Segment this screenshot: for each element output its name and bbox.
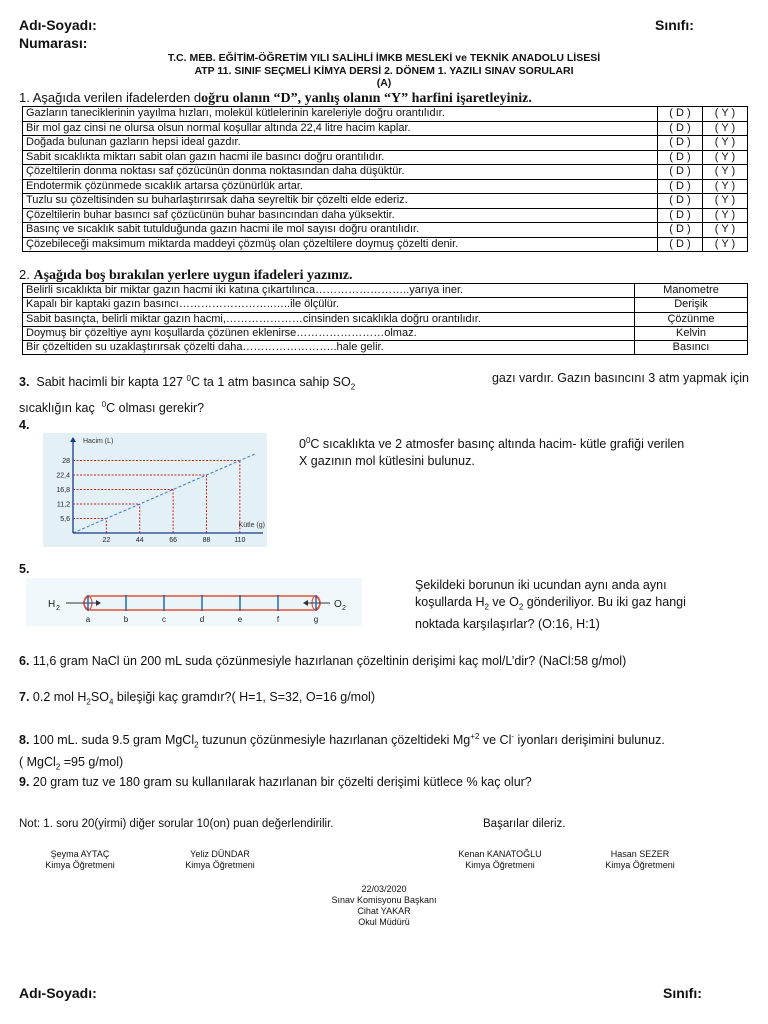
true-option[interactable]: ( D ) (658, 237, 703, 252)
q8-part-b: tuzunun çözünmesiyle hazırlanan çözeltideki Mg (202, 733, 471, 748)
x-axis-label: Kütle (g) (238, 522, 265, 529)
x-tick-label: 110 (234, 537, 246, 544)
y-tick-label: 5,6 (60, 516, 70, 524)
q8-sup-1: +2 (470, 732, 480, 741)
x-tick-label: 66 (169, 537, 177, 544)
q2-row (23, 312, 748, 326)
teacher-4 (590, 849, 690, 871)
true-option[interactable]: ( D ) (658, 165, 703, 180)
q3-part-e: C olması gerekir? (106, 400, 205, 415)
q1-statement: Çözeltilerin donma noktası saf çözücünün donma noktasından daha düşüktür. (23, 165, 658, 180)
q3-sub: 2 (350, 382, 356, 392)
tube-point-label: g (313, 615, 319, 624)
false-option[interactable]: ( Y ) (703, 165, 748, 180)
q2-option: Manometre (635, 284, 748, 298)
good-luck: Başarılar dileriz. (483, 818, 566, 830)
q2-option: Kelvin (635, 326, 748, 340)
true-option[interactable]: ( D ) (658, 121, 703, 136)
teacher-3-title: Kimya Öğretmeni (465, 860, 535, 870)
q2-row (23, 298, 748, 312)
q1-row (23, 121, 748, 136)
q1-row (23, 208, 748, 223)
exam-title: ATP 11. SINIF SEÇMELİ KİMYA DERSİ 2. DÖNEM 1. YAZILI SINAV SORULARI (194, 65, 574, 77)
y-axis-label: Hacim (L) (83, 438, 114, 445)
y-tick-label: 22,4 (56, 472, 70, 480)
x-tick-label: 44 (135, 537, 144, 544)
q1-row (23, 165, 748, 180)
q1-statement: Gazların taneciklerinin yayılma hızları, molekül kütlelerinin kareleriyle doğru orantılıdır. (23, 107, 658, 122)
q5-h2-sub: 2 (484, 602, 489, 612)
q2-row (23, 284, 748, 298)
q5-o2-sub: 2 (518, 602, 524, 612)
q2-statement: Bir çözeltiden su uzaklaştırırsak çözelti daha……………………..hale gelir. (23, 341, 635, 355)
tube-point-label: a (85, 615, 91, 624)
teacher-1-name: Şeyma AYTAÇ (50, 849, 110, 859)
q3-deg-2: 0 (101, 399, 107, 409)
bottom-name-label: Adı-Soyadı: (19, 985, 97, 1001)
bottom-class-label: Sınıfı: (663, 985, 702, 1001)
q1-row (23, 223, 748, 238)
approval-block (284, 884, 484, 928)
q2-instruction: Aşağıda boş bırakılan yerlere uygun ifadeleri yazınız. (33, 268, 353, 283)
q2-option: Basıncı (635, 341, 748, 355)
teacher-2 (170, 849, 270, 871)
teacher-3-name: Kenan KANATOĞLU (458, 849, 542, 859)
q1-statement: Doğada bulunan gazların hepsi ideal gazdır. (23, 136, 658, 151)
q1-table (22, 106, 748, 252)
false-option[interactable]: ( Y ) (703, 208, 748, 223)
q1-statement: Çözeltilerin buhar basıncı saf çözücünün buhar basıncından daha yüksektir. (23, 208, 658, 223)
q1-instruction: oğru olanın “D”, yanlış olanın “Y” harfini işaretleyiniz. (201, 91, 532, 106)
teacher-1-title: Kimya Öğretmeni (45, 860, 115, 870)
q7-sub-1: 2 (86, 697, 91, 707)
q7-num: 7. (19, 690, 30, 704)
q2-statement: Sabit basınçta, belirli miktar gazın hacmi,…………………cinsinden sıcaklıkla doğru orantılıdır. (23, 312, 635, 326)
q3-part-a: Sabit hacimli bir kapta 127 (36, 375, 183, 390)
false-option[interactable]: ( Y ) (703, 107, 748, 122)
q1-statement: Tuzlu su çözeltisinden su buharlaştırırsak daha seyreltik bir çözelti elde ederiz. (23, 194, 658, 209)
q5-part-b2: ve O (492, 595, 519, 609)
number-label: Numarası: (19, 35, 88, 51)
q3-part-d: sıcaklığın kaç (19, 400, 95, 415)
q4-part-a: 0 (299, 437, 306, 452)
q1-title (19, 90, 532, 107)
class-label: Sınıfı: (655, 17, 694, 33)
q2-row (23, 341, 748, 355)
true-option[interactable]: ( D ) (658, 136, 703, 151)
q5-part-a: Şekildeki borunun iki ucundan aynı anda aynı (415, 578, 667, 592)
o2-subscript: 2 (342, 605, 346, 612)
q1-row (23, 194, 748, 209)
x-tick-label: 88 (202, 537, 211, 544)
q4-part-c: X gazının mol kütlesini bulunuz. (299, 454, 475, 469)
exam-group: (A) (376, 77, 392, 89)
tube-point-label: d (199, 615, 205, 624)
q8-part-e: ( MgCl (19, 754, 56, 769)
q5-part-b1: koşullarda H (415, 595, 485, 609)
q3-text (19, 370, 749, 417)
q2-statement: Belirli sıcaklıkta bir miktar gazın hacmi iki katına çıkartılınca……………………..yarıya iner. (23, 284, 635, 298)
false-option[interactable]: ( Y ) (703, 179, 748, 194)
q8-sub-2: 2 (55, 762, 61, 772)
false-option[interactable]: ( Y ) (703, 121, 748, 136)
q2-table (22, 283, 748, 355)
q4-text (299, 432, 749, 470)
false-option[interactable]: ( Y ) (703, 237, 748, 252)
teacher-2-name: Yeliz DÜNDAR (190, 849, 250, 859)
q1-statement: Sabit sıcaklıkta miktarı sabit olan gazın hacmi ile basıncı doğru orantılıdır. (23, 150, 658, 165)
true-option[interactable]: ( D ) (658, 179, 703, 194)
q3-part-c: gazı vardır. Gazın basıncını 3 atm yapmak için (491, 371, 749, 385)
q9-num: 9. (19, 775, 30, 789)
q1-statement: Endotermik çözünmede sıcaklık artarsa çözünürlük artar. (23, 179, 658, 194)
q2-title (19, 267, 353, 284)
tube-point-label: e (237, 615, 243, 624)
teacher-1 (30, 849, 130, 871)
teacher-4-name: Hasan SEZER (610, 849, 670, 859)
teacher-2-title: Kimya Öğretmeni (185, 860, 255, 870)
y-tick-label: 28 (62, 458, 70, 466)
q3-num: 3. (19, 375, 30, 390)
false-option[interactable]: ( Y ) (703, 136, 748, 151)
o2-label: O (334, 599, 342, 610)
q1-statement: Bir mol gaz cinsi ne olursa olsun normal koşullar altında 22,4 litre hacim kaplar. (23, 121, 658, 136)
q1-row (23, 150, 748, 165)
tube-point-label: b (123, 615, 129, 624)
teacher-3 (445, 849, 555, 871)
q5-part-b3: gönderiliyor. Bu iki gaz hangi (526, 595, 686, 609)
true-option[interactable]: ( D ) (658, 223, 703, 238)
q6-text (19, 653, 626, 670)
tube-point-label: f (276, 615, 280, 624)
false-option[interactable]: ( Y ) (703, 223, 748, 238)
q9-body: 20 gram tuz ve 180 gram su kullanılarak hazırlanan bir çözelti derişimi kütlece % kaç olur? (32, 775, 532, 789)
q1-row (23, 179, 748, 194)
q5-part-c: noktada karşılaşırlar? (O:16, H:1) (415, 616, 600, 631)
q1-row (23, 237, 748, 252)
q3-deg: 0 (186, 374, 191, 383)
q7-part-c: bileşiği kaç gramdır?( H=1, S=32, O=16 g/mol) (116, 690, 375, 704)
tube-diagram (26, 578, 362, 626)
q7-part-a: 0.2 mol H (32, 690, 87, 704)
teacher-4-title: Kimya Öğretmeni (605, 860, 675, 870)
exam-date: 22/03/2020 (361, 884, 407, 894)
h2-subscript: 2 (56, 605, 60, 612)
q6-num: 6. (19, 654, 30, 668)
q4-part-b: C sıcaklıkta ve 2 atmosfer basınç altında hacim- kütle grafiği verilen (310, 437, 685, 452)
q2-row (23, 326, 748, 340)
school-line: T.C. MEB. EĞİTİM-ÖĞRETİM YILI SALİHLİ İMKB MESLEKİ ve TEKNİK ANADOLU LİSESİ (167, 52, 601, 64)
false-option[interactable]: ( Y ) (703, 150, 748, 165)
q2-statement: Kapalı bir kaptaki gazın basıncı……………………..…..ile ölçülür. (23, 298, 635, 312)
q8-part-a: 100 mL. suda 9.5 gram MgCl (32, 733, 195, 748)
q7-sub-2: 4 (108, 697, 114, 707)
q1-row (23, 136, 748, 151)
q2-option: Derişik (635, 298, 748, 312)
q1-statement: Basınç ve sıcaklık sabit tutulduğunda gazın hacmi ile mol sayısı doğru orantılıdır. (23, 223, 658, 238)
grading-note: Not: 1. soru 20(yirmi) diğer sorular 10(on) puan değerlendirilir. (19, 818, 334, 830)
q5-num: 5. (19, 562, 30, 576)
q8-part-f: =95 g/mol) (63, 754, 124, 769)
true-option[interactable]: ( D ) (658, 194, 703, 209)
tube-point-label: c (162, 615, 166, 624)
q4-num: 4. (19, 418, 30, 432)
q6-body: 11,6 gram NaCl ün 200 mL suda çözünmesiyle hazırlanan çözeltinin derişimi kaç mol/L’dir? (NaCl:58 g/mol) (32, 654, 627, 668)
q5-text (415, 577, 755, 633)
q1-statement: Çözebileceği maksimum miktarda maddeyi çözmüş olan çözeltilere doymuş çözelti denir. (23, 237, 658, 252)
q2-statement: Doymuş bir çözeltiye aynı koşullarda çözünen eklenirse……………………olmaz. (23, 326, 635, 340)
q8-part-d: iyonları derişimini bulunuz. (517, 733, 665, 748)
q7-part-b: SO (90, 690, 109, 704)
false-option[interactable]: ( Y ) (703, 194, 748, 209)
q4-deg: 0 (305, 436, 311, 445)
q1-prefix: 1. Aşağıda verilen ifadelerden d (19, 90, 202, 105)
name-label: Adı-Soyadı: (19, 17, 97, 33)
q2-option: Çözünme (635, 312, 748, 326)
q3-part-b: C ta 1 atm basınca sahip SO (190, 375, 351, 390)
true-option[interactable]: ( D ) (658, 208, 703, 223)
q8-sub-1: 2 (194, 740, 199, 750)
q8-num: 8. (19, 733, 30, 748)
principal-name: Cihat YAKAR (357, 906, 411, 916)
principal-title: Okul Müdürü (358, 917, 410, 927)
q7-text (19, 689, 375, 711)
commission-title: Sınav Komisyonu Başkanı (331, 895, 437, 905)
q8-text (19, 728, 754, 775)
volume-mass-chart (43, 433, 267, 547)
y-tick-label: 16,8 (56, 487, 70, 495)
q9-text (19, 774, 532, 791)
q2-prefix: 2. (19, 267, 30, 282)
x-tick-label: 22 (102, 537, 111, 544)
true-option[interactable]: ( D ) (658, 107, 703, 122)
q8-sup-2: - (511, 732, 515, 741)
h2-label: H (48, 599, 56, 610)
q1-row (23, 107, 748, 122)
true-option[interactable]: ( D ) (658, 150, 703, 165)
q8-part-c: ve Cl (482, 733, 512, 748)
y-tick-label: 11,2 (56, 501, 70, 509)
